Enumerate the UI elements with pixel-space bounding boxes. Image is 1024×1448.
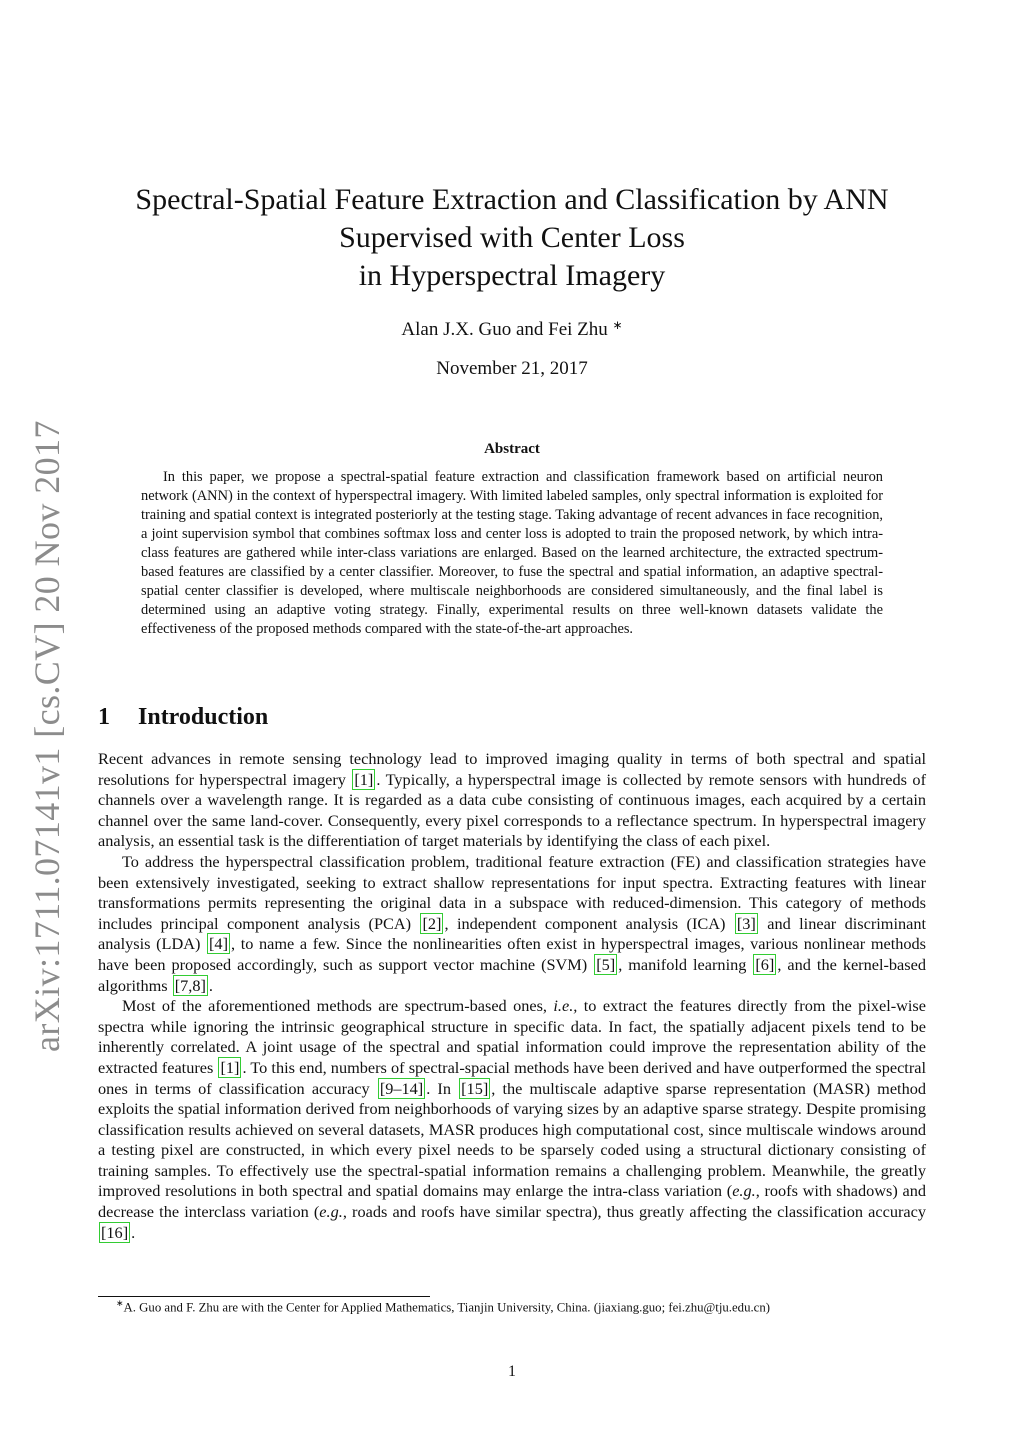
citation-link[interactable]: [15] [461,1078,489,1098]
text: . [131,1222,136,1242]
page-number: 1 [508,1363,516,1380]
author-footnote-mark[interactable]: ∗ [612,318,623,332]
footnote [98,1298,926,1315]
text: , roofs with shadows) and decrease the interclass variation ( [98,1181,927,1222]
text: To address the hyperspectral classification problem, traditional feature extraction (FE) and classification strategies have been extensively investigated, seeking to extract shallow representations for input spectra. Extracting features with linear transformations permits representing the original data in a subspace with reduced-dimension. This category of methods includes principal component analysis (PCA) [98,851,926,933]
abstract-heading: Abstract [484,441,540,457]
text: , manifold learning [618,954,753,974]
citation-link[interactable]: [2] [422,913,442,933]
text: Recent advances in remote sensing technology lead to improved imaging quality in terms of both spectral and spatial resolutions for hyperspectral imagery [98,749,926,789]
text: , independent component analysis (ICA) [444,913,734,933]
arxiv-side-identifier: arXiv:1711.07141v1 [cs.CV] 20 Nov 2017 [27,420,67,1052]
publication-date: November 21, 2017 [436,358,588,379]
text: . [208,975,213,995]
italic-text: i.e., [553,996,578,1016]
footnote-mark: ∗ [116,1298,124,1308]
title-line-3: in Hyperspectral Imagery [358,259,666,292]
text: , and the kernel-based algorithms [98,954,926,995]
footnote-divider [98,1296,430,1297]
title-line-2: Supervised with Center Loss [339,221,685,254]
citation-link[interactable]: [3] [736,913,756,933]
citation-link[interactable]: [1] [220,1057,240,1077]
paragraph-3 [98,996,926,1243]
paragraph-2 [98,852,926,996]
author-line [98,318,926,341]
citation-link[interactable]: [5] [596,954,616,974]
citation-link[interactable]: [6] [755,954,775,974]
citation-link[interactable]: [1] [354,769,374,789]
text: , roads and roofs have similar spectra), thus greatly affecting the classification accuracy [342,1202,926,1222]
text: , the multiscale adaptive sparse representation (MASR) method exploits the spatial information derived from neighborhoods of varying sizes by an adaptive sparse strategy. Despite promising classification results achieved on several datasets, MASR produces high computational cost, since multiscale windows around a testing pixel are constructed, in which every pixel needs to be sparsely coded using a structural dictionary consisting of training samples. To effectively use the spectral-spatial information remains a challenging problem. Meanwhile, the greatly improved resolutions in both spectral and spatial domains may enlarge the intra-class variation ( [98,1078,926,1201]
text: . In [426,1078,459,1098]
title-line-1: Spectral-Spatial Feature Extraction and Classification by ANN [135,183,889,216]
section-heading [98,704,268,731]
text: Most of the aforementioned methods are spectrum-based ones, [122,996,554,1016]
paper-title [98,181,926,295]
authors: Alan J.X. Guo and Fei Zhu [401,319,608,340]
body-text [98,749,926,1243]
citation-link[interactable]: [4] [209,934,228,954]
abstract-text: In this paper, we propose a spectral-spatial feature extraction and classification framework based on artificial neuron network (ANN) in the context of hyperspectral imagery. With limited labeled samples, only spectral information is exploited for training and spatial context is integrated posteriorly at the testing stage. Taking advantage of recent advances in face recognition, a joint supervision symbol that combines softmax loss and center loss is adopted to train the proposed network, by which intra-class features are gathered while inter-class variations are enlarged. Based on the learned architecture, the extracted spectrum-based features are classified by a center classifier. Moreover, to fuse the spectral and spatial information, an adaptive spectral-spatial center classifier is developed, where multiscale neighborhoods are considered simultaneously, and the final label is determined using an adaptive voting strategy. Finally, experimental results on three well-known datasets validate the effectiveness of the proposed methods compared with the state-of-the-art approaches. [141,469,883,637]
section-title: Introduction [138,704,269,730]
citation-link[interactable]: [7,8] [174,975,206,995]
paragraph-1 [98,749,926,852]
citation-link[interactable]: [16] [101,1222,129,1242]
text: and linear discriminant analysis (LDA) [98,913,927,954]
italic-text: e.g. [319,1202,343,1222]
section-number: 1 [98,704,110,730]
text: . To this end, numbers of spectral-spacial methods have been derived and have outperformed the spectral ones in terms of classification accuracy [98,1057,926,1098]
citation-link[interactable]: [9–14] [379,1078,424,1098]
text: . Typically, a hyperspectral image is collected by remote sensors with hundreds of channels over a wavelength range. It is regarded as a data cube consisting of continuous images, each acquired by a certain channel over the same land-cover. Consequently, every pixel corresponds to a reflectance spectrum. In hyperspectral imagery analysis, an essential task is the differentiation of target materials by identifying the class of each pixel. [98,769,926,851]
text: to extract the features directly from the pixel-wise spectra while ignoring the intrinsic geographical structure in specific data. In fact, the spatially adjacent pixels tend to be inherently correlated. A joint usage of the spectral and spatial information could improve the representation ability of the extracted features [98,996,926,1077]
footnote-text: A. Guo and F. Zhu are with the Center for Applied Mathematics, Tianjin University, China. (jiaxiang.guo; fei.zhu@tju.edu.cn) [123,1300,771,1315]
text: , to name a few. Since the nonlinearities often exist in hyperspectral images, various nonlinear methods have been proposed accordingly, such as support vector machine (SVM) [98,934,926,974]
italic-text: e.g. [732,1181,756,1201]
